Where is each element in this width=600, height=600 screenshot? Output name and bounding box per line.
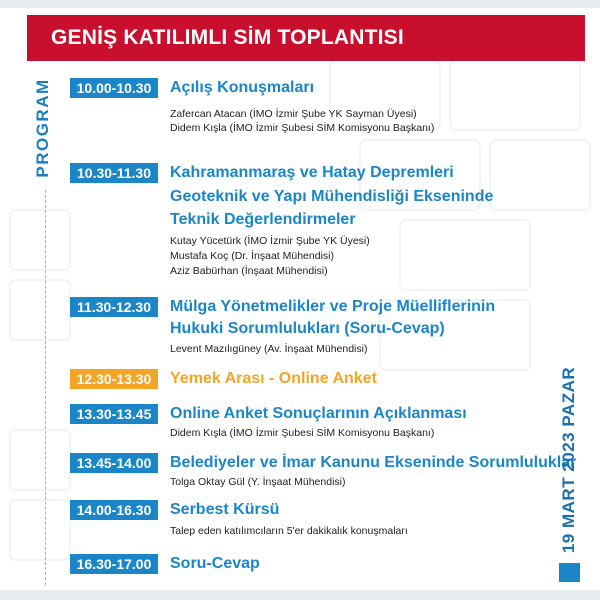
session-time: 13.30-13.45 bbox=[70, 404, 158, 424]
session-title: Hukuki Sorumlulukları (Soru-Cevap) bbox=[170, 320, 445, 337]
program-label bbox=[34, 70, 52, 186]
session-time: 12.30-13.30 bbox=[70, 369, 158, 389]
event-date-text: 19 MART 2023 PAZAR bbox=[559, 366, 578, 554]
session-time: 11.30-12.30 bbox=[70, 297, 158, 317]
session-speaker: Kutay Yücetürk (İMO İzmir Şube YK Üyesi) bbox=[170, 235, 370, 247]
session-title: Yemek Arası - Online Anket bbox=[170, 370, 377, 387]
session-title: Online Anket Sonuçlarının Açıklanması bbox=[170, 405, 467, 422]
timeline-divider bbox=[45, 190, 47, 585]
session-title: Serbest Kürsü bbox=[170, 501, 280, 518]
date-accent-bar bbox=[559, 563, 580, 582]
event-date bbox=[556, 360, 582, 560]
session-speaker: Didem Kışla (İMO İzmir Şubesi SİM Komisyonu Başkanı) bbox=[170, 427, 435, 439]
session-speaker: Didem Kışla (İMO İzmir Şubesi SİM Komisyonu Başkanı) bbox=[170, 122, 435, 134]
session-speaker: Zafercan Atacan (İMO İzmir Şube YK Sayman Üyesi) bbox=[170, 108, 417, 120]
session-title: Teknik Değerlendirmeler bbox=[170, 211, 356, 228]
session-title: Belediyeler ve İmar Kanunu Ekseninde Sorumluluklar bbox=[170, 454, 577, 471]
session-title: Kahramanmaraş ve Hatay Depremleri bbox=[170, 164, 454, 181]
session-title: Mülga Yönetmelikler ve Proje Müelliflerinin bbox=[170, 298, 496, 315]
session-speaker: Tolga Oktay Gül (Y. İnşaat Mühendisi) bbox=[170, 476, 346, 488]
program-label-text: PROGRAM bbox=[33, 78, 52, 178]
session-speaker: Levent Mazılıgüney (Av. İnşaat Mühendisi) bbox=[170, 343, 368, 355]
page-title: GENİŞ KATILIMLI SİM TOPLANTISI bbox=[51, 26, 404, 49]
session-time: 16.30-17.00 bbox=[70, 554, 158, 574]
session-title: Soru-Cevap bbox=[170, 555, 260, 572]
header-banner bbox=[27, 15, 585, 61]
session-title: Açılış Konuşmaları bbox=[170, 79, 315, 96]
session-speaker: Aziz Babürhan (İnşaat Mühendisi) bbox=[170, 265, 328, 277]
session-speaker: Talep eden katılımcıların 5'er dakikalık konuşmaları bbox=[170, 525, 408, 537]
session-time: 10.00-10.30 bbox=[70, 78, 158, 98]
session-title: Geoteknik ve Yapı Mühendisliği Ekseninde bbox=[170, 188, 494, 205]
session-time: 10.30-11.30 bbox=[70, 163, 158, 183]
session-time: 13.45-14.00 bbox=[70, 453, 158, 473]
session-time: 14.00-16.30 bbox=[70, 500, 158, 520]
session-speaker: Mustafa Koç (Dr. İnşaat Mühendisi) bbox=[170, 250, 334, 262]
